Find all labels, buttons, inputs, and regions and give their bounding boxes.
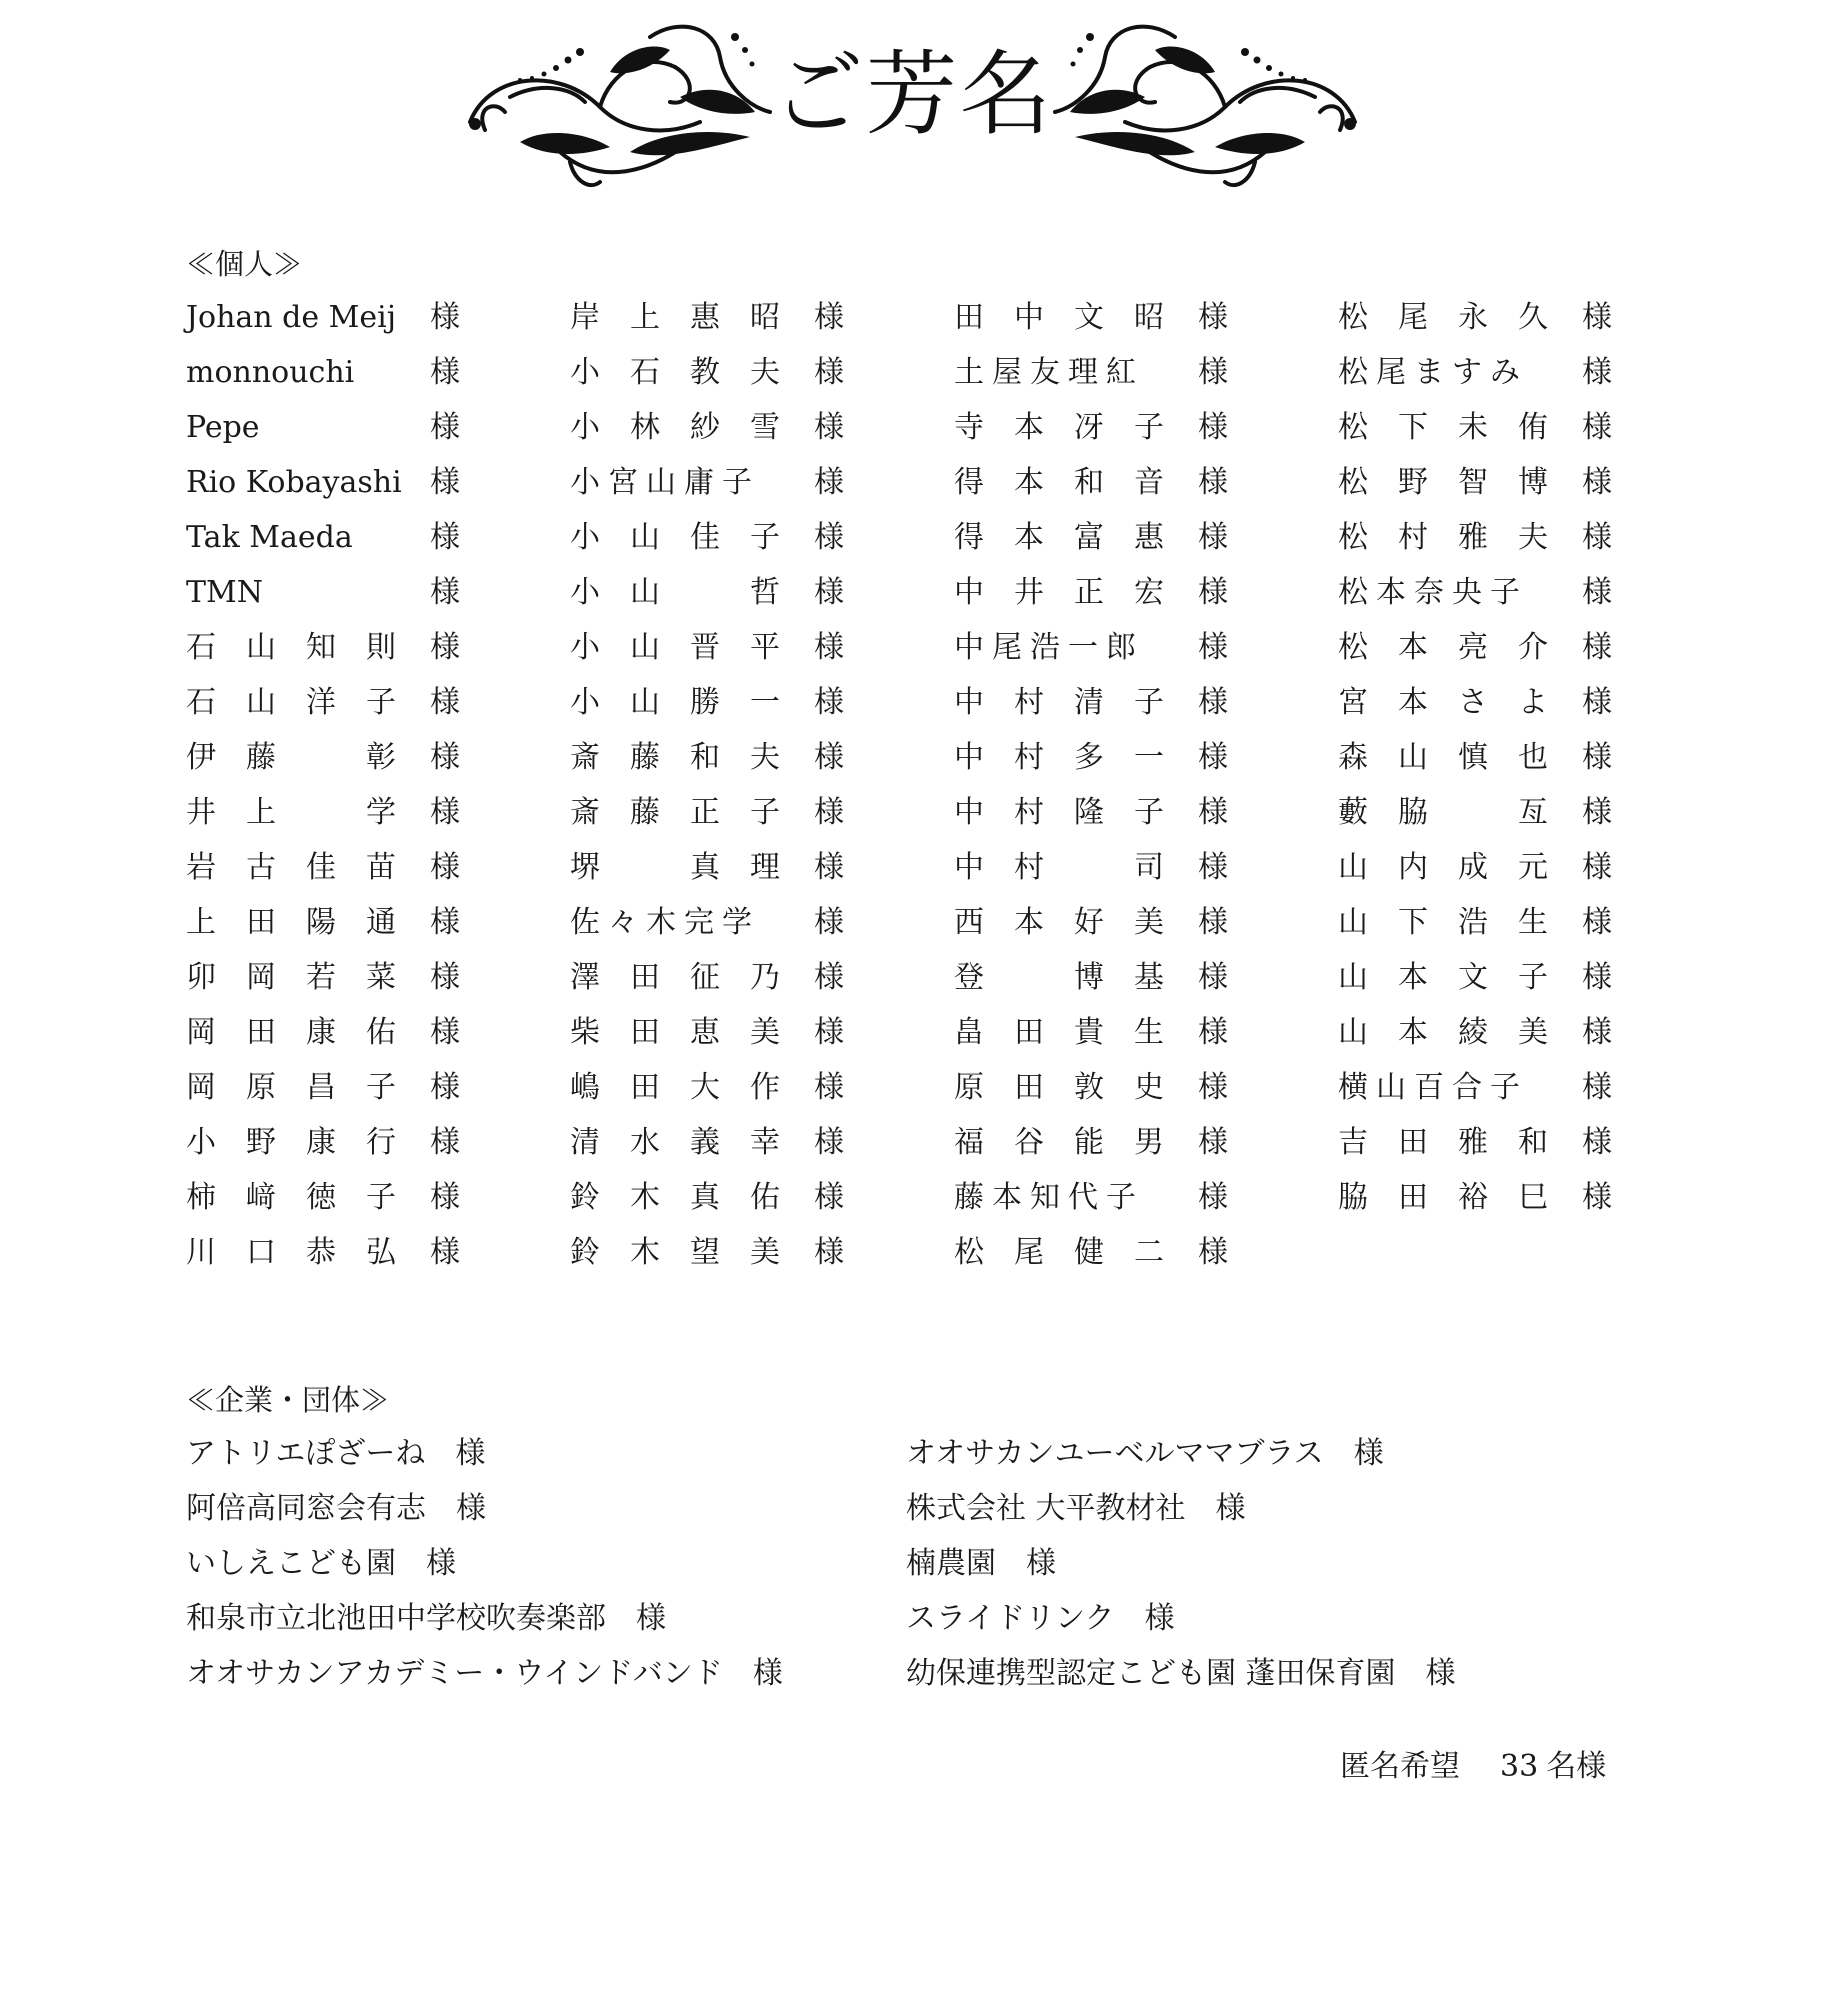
donor-name: 中村 司 <box>954 850 1194 885</box>
donor-name-entry <box>186 620 570 675</box>
honorific: 様 <box>814 300 844 335</box>
organization-name: オオサカンアカデミー・ウインドバンド 様 <box>186 1656 783 1691</box>
honorific: 様 <box>430 410 460 445</box>
donor-name-entry <box>570 785 954 840</box>
honorific: 様 <box>814 1235 844 1270</box>
donor-name-entry <box>186 895 570 950</box>
anonymous-suffix: 名様 <box>1546 1749 1607 1784</box>
honorific: 様 <box>1198 355 1228 390</box>
honorific: 様 <box>814 960 844 995</box>
donor-name-entry <box>186 840 570 895</box>
honorific: 様 <box>430 575 460 610</box>
donor-name: 中尾浩一郎 <box>954 630 1144 665</box>
honorific: 様 <box>1582 850 1612 885</box>
honorific: 様 <box>814 1125 844 1160</box>
honorific: 様 <box>1582 465 1612 500</box>
donor-name: 小山勝一 <box>570 685 810 720</box>
honorific: 様 <box>430 740 460 775</box>
donor-name: 藤本知代子 <box>954 1180 1144 1215</box>
honorific: 様 <box>1582 1180 1612 1215</box>
organization-name: 和泉市立北池田中学校吹奏楽部 様 <box>186 1601 666 1636</box>
donor-name: 小宮山庸子 <box>570 465 760 500</box>
honorific: 様 <box>1198 850 1228 885</box>
donor-name-entry <box>186 1060 570 1115</box>
donor-name-entry <box>186 400 570 455</box>
donor-name-entry <box>954 565 1338 620</box>
page-title: ご芳名 <box>771 41 1054 148</box>
donor-name-entry <box>954 840 1338 895</box>
donor-name-entry <box>186 290 570 345</box>
donor-name-entry <box>570 1225 954 1280</box>
organization-name: アトリエぽざーね 様 <box>186 1436 486 1471</box>
honorific: 様 <box>430 520 460 555</box>
organization-name: スライドリンク 様 <box>906 1601 1175 1636</box>
honorific: 様 <box>1582 575 1612 610</box>
donor-name: 小山 哲 <box>570 575 810 610</box>
donor-name-entry <box>1338 565 1636 620</box>
donor-name-entry <box>570 1005 954 1060</box>
honorific: 様 <box>1198 465 1228 500</box>
donor-name-entry <box>570 1060 954 1115</box>
donor-name: 中村清子 <box>954 685 1194 720</box>
donor-name-entry <box>570 455 954 510</box>
honorific: 様 <box>1198 1015 1228 1050</box>
honorific: 様 <box>1582 520 1612 555</box>
donor-name: Johan de Meij <box>186 300 397 335</box>
honorific: 様 <box>1198 520 1228 555</box>
donor-name-entry <box>954 895 1338 950</box>
donor-name-entry <box>954 730 1338 785</box>
honorific: 様 <box>814 740 844 775</box>
honorific: 様 <box>1198 795 1228 830</box>
donor-name-entry <box>570 290 954 345</box>
donor-name-entry <box>570 1170 954 1225</box>
donor-name-entry <box>186 1170 570 1225</box>
donor-name: 松本亮介 <box>1338 630 1578 665</box>
honorific: 様 <box>1582 630 1612 665</box>
donor-name: 小野康行 <box>186 1125 426 1160</box>
donor-name-entry <box>570 895 954 950</box>
donor-name: 脇田裕巳 <box>1338 1180 1578 1215</box>
donor-name-entry <box>570 400 954 455</box>
flourish-ornament-right <box>1045 12 1375 202</box>
donor-name: 松尾永久 <box>1338 300 1578 335</box>
donor-name-entry <box>570 565 954 620</box>
donor-name-entry <box>1338 950 1636 1005</box>
donor-name-entry <box>570 510 954 565</box>
donor-name-entry <box>570 345 954 400</box>
organizations-section-label: ≪企業・団体≫ <box>186 1383 390 1417</box>
honorific: 様 <box>814 630 844 665</box>
honorific: 様 <box>1198 575 1228 610</box>
honorific: 様 <box>814 850 844 885</box>
donor-name: 上田陽通 <box>186 905 426 940</box>
donor-name: 小林紗雪 <box>570 410 810 445</box>
donor-name-entry <box>570 1115 954 1170</box>
honorific: 様 <box>1582 685 1612 720</box>
donor-name-entry <box>186 565 570 620</box>
donor-name: 井上 学 <box>186 795 426 830</box>
donor-name-entry <box>954 785 1338 840</box>
donor-name: 岡原昌子 <box>186 1070 426 1105</box>
individuals-section-label: ≪個人≫ <box>186 247 303 281</box>
honorific: 様 <box>1198 1180 1228 1215</box>
honorific: 様 <box>1582 795 1612 830</box>
organization-name: 幼保連携型認定こども園 蓬田保育園 様 <box>906 1656 1456 1691</box>
donor-name-entry <box>570 950 954 1005</box>
organization-name: 楠農園 様 <box>906 1546 1056 1581</box>
donor-name: 山内成元 <box>1338 850 1578 885</box>
donor-name-entry <box>186 345 570 400</box>
donor-name-entry <box>1338 510 1636 565</box>
donor-name-entry <box>1338 1060 1636 1115</box>
organization-name: 株式会社 大平教材社 様 <box>906 1491 1246 1526</box>
organization-name: 阿倍高同窓会有志 様 <box>186 1491 486 1526</box>
donor-name: 石山知則 <box>186 630 426 665</box>
honorific: 様 <box>430 850 460 885</box>
donor-name: 松本奈央子 <box>1338 575 1528 610</box>
empty-cell <box>1338 1225 1636 1280</box>
donor-name: 川口恭弘 <box>186 1235 426 1270</box>
donor-name: Tak Maeda <box>186 520 353 555</box>
donor-name: 澤田征乃 <box>570 960 810 995</box>
donor-name: 山本文子 <box>1338 960 1578 995</box>
donor-name: 鈴木望美 <box>570 1235 810 1270</box>
donor-name-entry <box>1338 290 1636 345</box>
donor-name: monnouchi <box>186 355 355 390</box>
donor-name-entry <box>1338 1115 1636 1170</box>
anonymous-donors-note <box>1340 1747 1640 1787</box>
honorific: 様 <box>1582 300 1612 335</box>
donor-name-entry <box>186 675 570 730</box>
donor-name-entry <box>186 1225 570 1280</box>
honorific: 様 <box>814 1070 844 1105</box>
honorific: 様 <box>1582 1125 1612 1160</box>
donor-name-entry <box>954 1060 1338 1115</box>
donor-name-entry <box>186 950 570 1005</box>
donor-name-entry <box>954 1225 1338 1280</box>
honorific: 様 <box>1582 1070 1612 1105</box>
donor-name-entry <box>1338 400 1636 455</box>
honorific: 様 <box>430 905 460 940</box>
donor-name: TMN <box>186 575 263 610</box>
donor-name-entry <box>954 675 1338 730</box>
anonymous-count: 33 <box>1500 1749 1539 1784</box>
donor-name: 藪脇 亙 <box>1338 795 1578 830</box>
donor-name: 柿﨑徳子 <box>186 1180 426 1215</box>
honorific: 様 <box>814 1015 844 1050</box>
donor-name: 田中文昭 <box>954 300 1194 335</box>
donor-name: 斎藤和夫 <box>570 740 810 775</box>
donor-name: 岸上惠昭 <box>570 300 810 335</box>
anonymous-label: 匿名希望 <box>1340 1749 1460 1784</box>
header <box>0 0 1825 210</box>
donor-name: 吉田雅和 <box>1338 1125 1578 1160</box>
donor-name: 小石教夫 <box>570 355 810 390</box>
honorific: 様 <box>1582 1015 1612 1050</box>
donor-name-entry <box>570 620 954 675</box>
honorific: 様 <box>430 1235 460 1270</box>
donor-name: 松尾健二 <box>954 1235 1194 1270</box>
donor-name-entry <box>1338 620 1636 675</box>
donor-name-entry <box>1338 1005 1636 1060</box>
honorific: 様 <box>814 520 844 555</box>
honorific: 様 <box>1198 1235 1228 1270</box>
honorific: 様 <box>814 355 844 390</box>
honorific: 様 <box>814 1180 844 1215</box>
donor-name: 佐々木完学 <box>570 905 760 940</box>
donor-name: 松下未侑 <box>1338 410 1578 445</box>
donor-name: 卯岡若菜 <box>186 960 426 995</box>
honorific: 様 <box>1198 1070 1228 1105</box>
donor-name: 堺 真理 <box>570 850 810 885</box>
donor-name-entry <box>186 785 570 840</box>
donor-name-entry <box>1338 785 1636 840</box>
donor-name: 松尾ますみ <box>1338 355 1528 390</box>
donor-name: 清水義幸 <box>570 1125 810 1160</box>
donor-name: 畠田貴生 <box>954 1015 1194 1050</box>
donor-name: 山本綾美 <box>1338 1015 1578 1050</box>
donor-name-entry <box>1338 455 1636 510</box>
donor-name: 中井正宏 <box>954 575 1194 610</box>
honorific: 様 <box>814 410 844 445</box>
donor-name-entry <box>1338 895 1636 950</box>
honorific: 様 <box>1198 905 1228 940</box>
honorific: 様 <box>814 905 844 940</box>
donor-name: 宮本さよ <box>1338 685 1578 720</box>
donor-name: 斎藤正子 <box>570 795 810 830</box>
honorific: 様 <box>1198 410 1228 445</box>
honorific: 様 <box>430 1015 460 1050</box>
donor-name: 西本好美 <box>954 905 1194 940</box>
honorific: 様 <box>1198 740 1228 775</box>
honorific: 様 <box>430 795 460 830</box>
honorific: 様 <box>430 465 460 500</box>
donor-name-entry <box>1338 730 1636 785</box>
honorific: 様 <box>814 795 844 830</box>
honorific: 様 <box>430 300 460 335</box>
donor-name: 得本和音 <box>954 465 1194 500</box>
donor-name: 松野智博 <box>1338 465 1578 500</box>
donor-name: 土屋友理紅 <box>954 355 1144 390</box>
donor-name: 横山百合子 <box>1338 1070 1528 1105</box>
honorific: 様 <box>430 355 460 390</box>
donor-name: 森山慎也 <box>1338 740 1578 775</box>
donor-name: 寺本冴子 <box>954 410 1194 445</box>
organization-name: いしえこども園 様 <box>186 1546 456 1581</box>
donor-name: 石山洋子 <box>186 685 426 720</box>
donor-name: 松村雅夫 <box>1338 520 1578 555</box>
donor-name-entry <box>1338 675 1636 730</box>
honorific: 様 <box>430 685 460 720</box>
donor-name-entry <box>186 730 570 785</box>
donor-name-entry <box>1338 345 1636 400</box>
donor-name-entry <box>954 1005 1338 1060</box>
donor-name-entry <box>570 840 954 895</box>
donor-name-entry <box>1338 1170 1636 1225</box>
honorific: 様 <box>430 1070 460 1105</box>
honorific: 様 <box>430 630 460 665</box>
donor-name: 小山晋平 <box>570 630 810 665</box>
donor-name-entry <box>570 730 954 785</box>
honorific: 様 <box>430 1125 460 1160</box>
donor-name-entry <box>186 1005 570 1060</box>
organization-name: オオサカンユーベルママブラス 様 <box>906 1436 1384 1471</box>
donor-name: Pepe <box>186 410 260 445</box>
honorific: 様 <box>1198 1125 1228 1160</box>
donor-name-entry <box>954 455 1338 510</box>
honorific: 様 <box>430 960 460 995</box>
donor-name: 山下浩生 <box>1338 905 1578 940</box>
donor-name: 中村多一 <box>954 740 1194 775</box>
honorific: 様 <box>814 575 844 610</box>
donor-name: 登 博基 <box>954 960 1194 995</box>
donor-name-entry <box>1338 840 1636 895</box>
donor-name-entry <box>954 290 1338 345</box>
donor-name-entry <box>186 1115 570 1170</box>
donor-name-entry <box>954 510 1338 565</box>
donor-name: 岡田康佑 <box>186 1015 426 1050</box>
honorific: 様 <box>1198 685 1228 720</box>
donor-name: 中村隆子 <box>954 795 1194 830</box>
donor-name: 岩古佳苗 <box>186 850 426 885</box>
donor-name: 伊藤 彰 <box>186 740 426 775</box>
honorific: 様 <box>1582 740 1612 775</box>
donor-name-entry <box>186 510 570 565</box>
honorific: 様 <box>430 1180 460 1215</box>
donor-name-entry <box>954 950 1338 1005</box>
honorific: 様 <box>814 685 844 720</box>
donor-name: 嶋田大作 <box>570 1070 810 1105</box>
donor-name-entry <box>186 455 570 510</box>
honorific: 様 <box>1582 905 1612 940</box>
honorific: 様 <box>1198 960 1228 995</box>
honorific: 様 <box>1582 355 1612 390</box>
honorific: 様 <box>1198 630 1228 665</box>
donor-name: 柴田恵美 <box>570 1015 810 1050</box>
honorific: 様 <box>814 465 844 500</box>
donor-name-entry <box>954 1170 1338 1225</box>
donor-name: 得本富惠 <box>954 520 1194 555</box>
donor-name: Rio Kobayashi <box>186 465 402 500</box>
honorific: 様 <box>1582 410 1612 445</box>
donor-name-entry <box>570 675 954 730</box>
honorific: 様 <box>1582 960 1612 995</box>
donor-name: 原田敦史 <box>954 1070 1194 1105</box>
donor-name-entry <box>954 1115 1338 1170</box>
donor-name-entry <box>954 400 1338 455</box>
donor-name: 福谷能男 <box>954 1125 1194 1160</box>
organizations-name-grid <box>186 1426 1626 1701</box>
donor-name-entry <box>954 345 1338 400</box>
donor-name: 鈴木真佑 <box>570 1180 810 1215</box>
donor-name-entry <box>954 620 1338 675</box>
individuals-name-grid <box>186 290 1636 1280</box>
donor-name: 小山佳子 <box>570 520 810 555</box>
honorific: 様 <box>1198 300 1228 335</box>
